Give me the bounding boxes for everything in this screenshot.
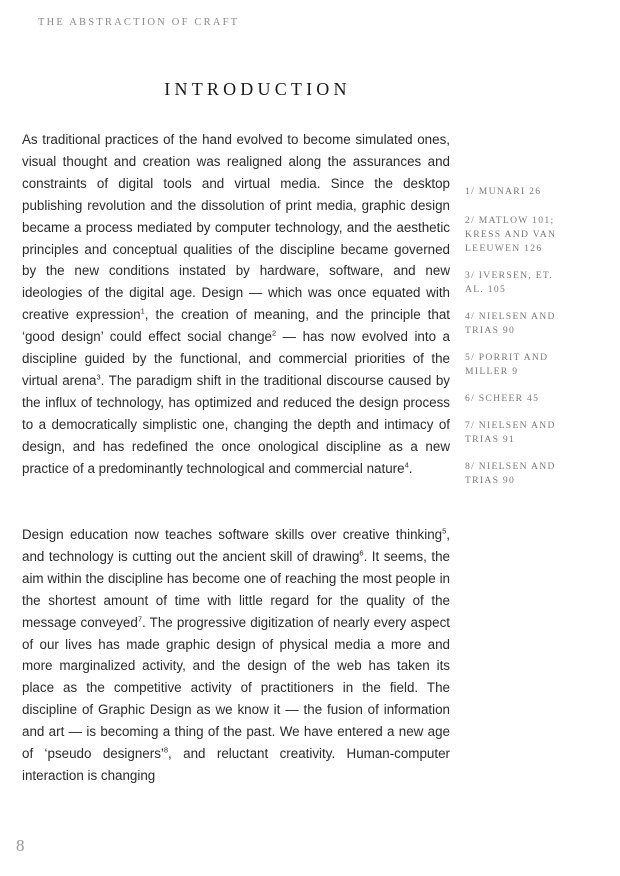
sidenote-4: 4/ NIELSEN AND TRIAS 90 (465, 311, 556, 336)
text-run: . (408, 460, 413, 476)
sidenote-8: 8/ NIELSEN AND TRIAS 90 (465, 461, 556, 486)
text-run: As traditional practices of the hand evolved to become simulated ones, visual thought and creation was realigned along the assurances and constraints of digital tools and virtual media. Since the desktop publishing revolution and the dissolution of print media, graphic design became a process mediated by computer technology, and the aesthetic principles and conceptual qualities of the discipline became governed by the new conditions instated by hardware, software, and new ideologies of the digital age. Design — which was once equated with creative expression (22, 132, 450, 323)
text-run: , the creation of meaning, and the principle that ‘good design’ could effect social change (22, 307, 450, 345)
body-paragraph-1 (22, 129, 450, 480)
footnote-ref-7: 7 (137, 614, 142, 624)
text-run: — has now evolved into a discipline guided by the functional, and commercial priorities of the virtual arena (22, 329, 450, 388)
footnote-ref-3: 3 (96, 372, 101, 382)
sidenotes (465, 185, 575, 501)
sidenote-5: 5/ PORRIT AND MILLER 9 (465, 352, 549, 377)
footnote-ref-2: 2 (271, 328, 277, 338)
footnote-ref-5: 5 (442, 526, 447, 536)
page-title: INTRODUCTION (164, 79, 351, 99)
running-header: THE ABSTRACTION OF CRAFT (38, 17, 240, 28)
sidenote-7: 7/ NIELSEN AND TRIAS 91 (465, 420, 556, 445)
body-paragraph-2 (22, 524, 450, 787)
footnote-ref-4: 4 (404, 460, 409, 470)
text-run: . The paradigm shift in the traditional discourse caused by the influx of technology, has optimized and reduced the design process to a democratically simplistic one, changing the depth and intimacy of design, and has redefined the once onological discipline as a new practice of a predominantly technological and commercial nature (22, 372, 450, 476)
text-run: . It seems, the aim within the discipline has become one of reaching the most people in the shortest amount of time with little regard for the quality of the message conveyed (22, 548, 450, 630)
text-run: , and reluctant creativity. Human-computer interaction is changing (22, 746, 450, 783)
text-run: Design education now teaches software skills over creative thinking (22, 527, 443, 542)
page-number: 8 (16, 836, 25, 855)
footnote-ref-8: 8 (163, 745, 169, 755)
text-run: , and technology is cutting out the ancient skill of drawing (22, 527, 450, 564)
footnote-ref-1: 1 (140, 306, 145, 316)
sidenote-2: 2/ MATLOW 101; KRESS AND VAN LEEUWEN 126 (465, 215, 557, 254)
sidenote-1: 1/ MUNARI 26 (465, 186, 542, 197)
text-run: . The progressive digitization of nearly every aspect of our lives has made graphic design of physical media a more and more marginalized activity, and the design of the web has taken its place as the competitive activity of practitioners in the field. The discipline of Graphic Design as we know it — the fusion of information and art — is becoming a thing of the past. We have entered a new age of ‘pseudo designers’ (22, 614, 450, 762)
sidenote-6: 6/ SCHEER 45 (465, 393, 540, 404)
footnote-ref-6: 6 (359, 548, 364, 558)
sidenote-3: 3/ IVERSEN, ET. AL. 105 (465, 270, 554, 295)
